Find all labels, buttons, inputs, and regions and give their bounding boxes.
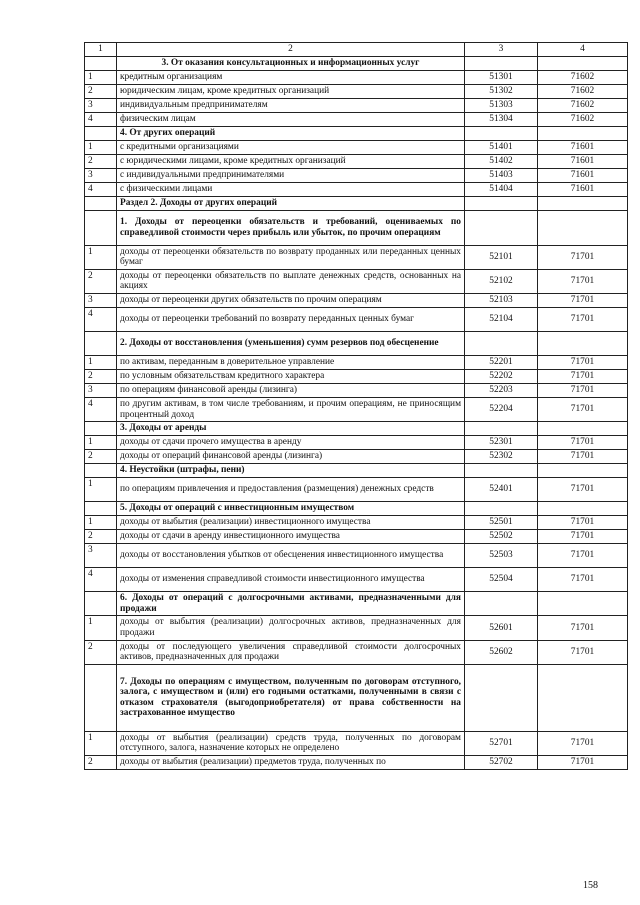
account-code-cell: 51304: [465, 112, 538, 126]
table-row: [85, 70, 628, 84]
row-number-cell: 4: [85, 182, 117, 196]
row-description-cell: по активам, переданным в доверительное управление: [117, 355, 465, 369]
table-row: [85, 755, 628, 769]
symbol-code-cell: 71601: [538, 182, 628, 196]
row-description-cell: 6. Доходы от операций с долгосрочными активами, предназначенными для продажи: [117, 592, 465, 616]
row-number-cell: 2: [85, 755, 117, 769]
account-code-cell: 51402: [465, 154, 538, 168]
symbol-code-cell: [538, 126, 628, 140]
row-description-cell: доходы от переоценки требований по возврату переданных ценных бумаг: [117, 307, 465, 331]
row-number-cell: 2: [85, 640, 117, 664]
symbol-code-cell: 71701: [538, 307, 628, 331]
table-row: [85, 168, 628, 182]
symbol-code-cell: [538, 210, 628, 245]
account-code-cell: 51404: [465, 182, 538, 196]
section-heading-row: [85, 664, 628, 731]
row-number-cell: 1: [85, 70, 117, 84]
row-number-cell: [85, 126, 117, 140]
row-description-cell: юридическим лицам, кроме кредитных организаций: [117, 84, 465, 98]
row-description-cell: доходы от восстановления убытков от обесценения инвестиционного имущества: [117, 544, 465, 568]
row-number-cell: 2: [85, 154, 117, 168]
account-code-cell: [465, 502, 538, 516]
account-code-cell: [465, 196, 538, 210]
row-description-cell: доходы от переоценки других обязательств по прочим операциям: [117, 293, 465, 307]
row-description-cell: 4. От других операций: [117, 126, 465, 140]
row-description-cell: доходы от последующего увеличения справедливой стоимости долгосрочных активов, предназначенных для продажи: [117, 640, 465, 664]
page-number: 158: [583, 880, 598, 891]
symbol-code-cell: [538, 664, 628, 731]
account-code-cell: 52102: [465, 269, 538, 293]
row-description-cell: по условным обязательствам кредитного характера: [117, 369, 465, 383]
account-code-cell: 52504: [465, 568, 538, 592]
table-row: [85, 616, 628, 640]
row-description-cell: 1. Доходы от переоценки обязательств и требований, оцениваемых по справедливой стоимости через прибыль или убыток, по прочим операциям: [117, 210, 465, 245]
row-number-cell: 4: [85, 112, 117, 126]
table-row: [85, 154, 628, 168]
row-description-cell: физическим лицам: [117, 112, 465, 126]
account-code-cell: [465, 331, 538, 355]
symbol-code-cell: 71701: [538, 530, 628, 544]
row-description-cell: доходы от выбытия (реализации) средств труда, полученных по договорам отступного, залога, назначение которых не определено: [117, 731, 465, 755]
symbol-code-cell: 71701: [538, 269, 628, 293]
symbol-code-cell: 71701: [538, 731, 628, 755]
section-heading-row: [85, 502, 628, 516]
row-description-cell: доходы от сдачи прочего имущества в аренду: [117, 436, 465, 450]
symbol-code-cell: 71701: [538, 568, 628, 592]
section-heading-row: [85, 464, 628, 478]
row-number-cell: 1: [85, 436, 117, 450]
symbol-code-cell: 71701: [538, 355, 628, 369]
account-code-cell: 51301: [465, 70, 538, 84]
table-header-row: [85, 43, 628, 57]
row-number-cell: 3: [85, 383, 117, 397]
account-code-cell: 52203: [465, 383, 538, 397]
table-row: [85, 640, 628, 664]
row-description-cell: 7. Доходы по операциям с имуществом, полученным по договорам отступного, залога, с имуществом и (или) его годными остатками, полученными в связи с отказом страхователя (выгодоприобретателя) от права собственности на застрахованное имущество: [117, 664, 465, 731]
symbol-code-cell: 71601: [538, 168, 628, 182]
table-row: [85, 140, 628, 154]
row-number-cell: 2: [85, 530, 117, 544]
row-number-cell: 1: [85, 616, 117, 640]
row-description-cell: доходы от изменения справедливой стоимости инвестиционного имущества: [117, 568, 465, 592]
symbol-code-cell: 71701: [538, 369, 628, 383]
row-description-cell: Раздел 2. Доходы от других операций: [117, 196, 465, 210]
row-description-cell: по операциям привлечения и предоставления (размещения) денежных средств: [117, 478, 465, 502]
symbol-code-cell: 71701: [538, 640, 628, 664]
row-number-cell: [85, 664, 117, 731]
table-row: [85, 245, 628, 269]
symbol-code-cell: [538, 502, 628, 516]
row-number-cell: 1: [85, 731, 117, 755]
symbol-code-cell: 71602: [538, 112, 628, 126]
symbol-code-cell: 71701: [538, 397, 628, 421]
account-code-cell: 52101: [465, 245, 538, 269]
table-row: [85, 478, 628, 502]
symbol-code-cell: 71701: [538, 755, 628, 769]
account-code-cell: 52502: [465, 530, 538, 544]
table-row: [85, 269, 628, 293]
symbol-code-cell: [538, 331, 628, 355]
account-code-cell: 52601: [465, 616, 538, 640]
row-number-cell: 1: [85, 355, 117, 369]
symbol-code-cell: 71701: [538, 478, 628, 502]
header-col-1: 1: [85, 43, 117, 57]
account-code-cell: 52301: [465, 436, 538, 450]
row-number-cell: 3: [85, 168, 117, 182]
row-description-cell: доходы от выбытия (реализации) долгосрочных активов, предназначенных для продажи: [117, 616, 465, 640]
row-number-cell: 1: [85, 140, 117, 154]
symbol-code-cell: [538, 196, 628, 210]
symbol-code-cell: 71701: [538, 616, 628, 640]
table-row: [85, 182, 628, 196]
section-heading-row: [85, 331, 628, 355]
account-code-cell: 51302: [465, 84, 538, 98]
symbol-code-cell: 71701: [538, 383, 628, 397]
row-number-cell: [85, 56, 117, 70]
row-description-cell: кредитным организациям: [117, 70, 465, 84]
symbol-code-cell: 71701: [538, 436, 628, 450]
table-row: [85, 450, 628, 464]
row-number-cell: [85, 502, 117, 516]
account-code-cell: 52503: [465, 544, 538, 568]
row-number-cell: [85, 210, 117, 245]
row-description-cell: индивидуальным предпринимателям: [117, 98, 465, 112]
account-code-cell: 52701: [465, 731, 538, 755]
symbol-code-cell: 71701: [538, 293, 628, 307]
table-row: [85, 98, 628, 112]
row-number-cell: 4: [85, 568, 117, 592]
symbol-code-cell: [538, 592, 628, 616]
account-code-cell: [465, 210, 538, 245]
row-number-cell: [85, 464, 117, 478]
row-number-cell: 2: [85, 450, 117, 464]
account-code-cell: [465, 422, 538, 436]
account-code-cell: [465, 592, 538, 616]
symbol-code-cell: 71701: [538, 516, 628, 530]
section-heading-row: [85, 210, 628, 245]
account-code-cell: [465, 56, 538, 70]
row-description-cell: 2. Доходы от восстановления (уменьшения) сумм резервов под обесценение: [117, 331, 465, 355]
row-description-cell: по операциям финансовой аренды (лизинга): [117, 383, 465, 397]
symbol-code-cell: 71601: [538, 140, 628, 154]
row-description-cell: с индивидуальными предпринимателями: [117, 168, 465, 182]
account-code-cell: 52702: [465, 755, 538, 769]
table-row: [85, 544, 628, 568]
row-number-cell: [85, 196, 117, 210]
row-number-cell: 4: [85, 307, 117, 331]
table-row: [85, 369, 628, 383]
table-row: [85, 84, 628, 98]
symbol-code-cell: 71701: [538, 450, 628, 464]
row-number-cell: 1: [85, 478, 117, 502]
account-code-cell: [465, 664, 538, 731]
section-heading-row: [85, 56, 628, 70]
header-col-2: 2: [117, 43, 465, 57]
table-row: [85, 383, 628, 397]
row-number-cell: 4: [85, 397, 117, 421]
table-row: [85, 293, 628, 307]
row-description-cell: 3. От оказания консультационных и информационных услуг: [117, 56, 465, 70]
account-code-cell: 52103: [465, 293, 538, 307]
table-row: [85, 307, 628, 331]
account-code-cell: 52201: [465, 355, 538, 369]
accounts-table: [84, 42, 628, 770]
row-description-cell: доходы от выбытия (реализации) предметов труда, полученных по: [117, 755, 465, 769]
account-code-cell: 52501: [465, 516, 538, 530]
section-heading-row: [85, 126, 628, 140]
symbol-code-cell: 71601: [538, 154, 628, 168]
row-description-cell: с физическими лицами: [117, 182, 465, 196]
table-row: [85, 530, 628, 544]
account-code-cell: 52602: [465, 640, 538, 664]
row-description-cell: с кредитными организациями: [117, 140, 465, 154]
row-description-cell: доходы от переоценки обязательств по выплате денежных средств, основанных на акциях: [117, 269, 465, 293]
row-description-cell: доходы от операций финансовой аренды (лизинга): [117, 450, 465, 464]
row-description-cell: 4. Неустойки (штрафы, пени): [117, 464, 465, 478]
section-heading-row: [85, 196, 628, 210]
row-number-cell: 3: [85, 293, 117, 307]
account-code-cell: 52401: [465, 478, 538, 502]
account-code-cell: 51401: [465, 140, 538, 154]
row-number-cell: 3: [85, 544, 117, 568]
symbol-code-cell: [538, 464, 628, 478]
symbol-code-cell: 71602: [538, 70, 628, 84]
table-row: [85, 568, 628, 592]
table-row: [85, 436, 628, 450]
row-number-cell: 1: [85, 245, 117, 269]
table-row: [85, 516, 628, 530]
table-row: [85, 112, 628, 126]
header-col-4: 4: [538, 43, 628, 57]
accounts-table-body: [85, 43, 628, 770]
symbol-code-cell: [538, 56, 628, 70]
row-description-cell: 3. Доходы от аренды: [117, 422, 465, 436]
symbol-code-cell: [538, 422, 628, 436]
account-code-cell: 52302: [465, 450, 538, 464]
row-description-cell: 5. Доходы от операций с инвестиционным имуществом: [117, 502, 465, 516]
section-heading-row: [85, 592, 628, 616]
symbol-code-cell: 71602: [538, 98, 628, 112]
account-code-cell: 52104: [465, 307, 538, 331]
account-code-cell: 51303: [465, 98, 538, 112]
row-description-cell: доходы от выбытия (реализации) инвестиционного имущества: [117, 516, 465, 530]
account-code-cell: 52202: [465, 369, 538, 383]
row-number-cell: [85, 422, 117, 436]
account-code-cell: [465, 464, 538, 478]
row-number-cell: 1: [85, 516, 117, 530]
header-col-3: 3: [465, 43, 538, 57]
row-number-cell: [85, 592, 117, 616]
row-number-cell: 2: [85, 84, 117, 98]
row-description-cell: по другим активам, в том числе требованиям, и прочим операциям, не приносящим процентный доход: [117, 397, 465, 421]
account-code-cell: 51403: [465, 168, 538, 182]
row-number-cell: 3: [85, 98, 117, 112]
row-description-cell: доходы от переоценки обязательств по возврату проданных или переданных ценных бумаг: [117, 245, 465, 269]
table-row: [85, 731, 628, 755]
table-row: [85, 397, 628, 421]
section-heading-row: [85, 422, 628, 436]
table-row: [85, 355, 628, 369]
row-number-cell: 2: [85, 369, 117, 383]
symbol-code-cell: 71701: [538, 544, 628, 568]
account-code-cell: [465, 126, 538, 140]
account-code-cell: 52204: [465, 397, 538, 421]
symbol-code-cell: 71701: [538, 245, 628, 269]
symbol-code-cell: 71602: [538, 84, 628, 98]
row-number-cell: [85, 331, 117, 355]
row-description-cell: доходы от сдачи в аренду инвестиционного имущества: [117, 530, 465, 544]
row-description-cell: с юридическими лицами, кроме кредитных организаций: [117, 154, 465, 168]
row-number-cell: 2: [85, 269, 117, 293]
